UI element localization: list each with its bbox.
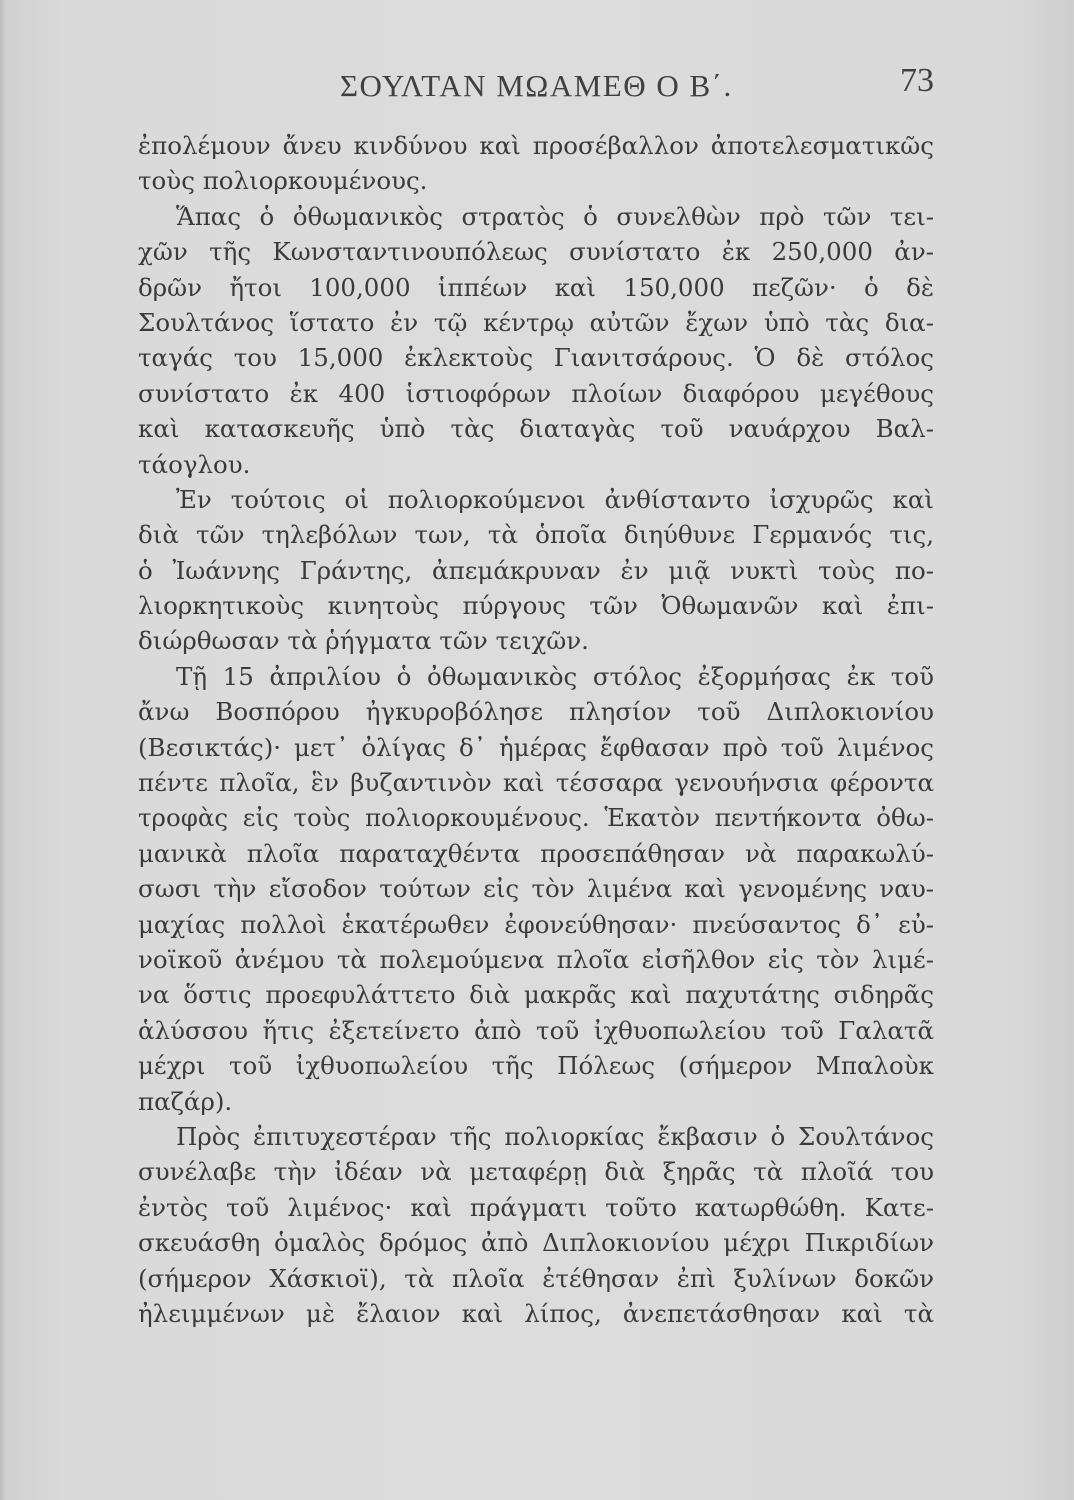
page-header: [138, 62, 934, 112]
text-line: νοϊκοῦ ἀνέμου τὰ πολεμούμενα πλοῖα εἰσῆλθον εἰς τὸν λιμέ-: [138, 944, 934, 974]
text-line: τροφὰς εἰς τοὺς πολιορκουμένους. Ἑκατὸν πεντήκοντα ὀθω-: [138, 803, 934, 833]
text-line: καὶ κατασκευῆς ὑπὸ τὰς διαταγὰς τοῦ ναυάρχου Βαλ-: [138, 414, 934, 444]
text-line: Πρὸς ἐπιτυχεστέραν τῆς πολιορκίας ἔκβασιν ὁ Σουλτάνος: [176, 1121, 934, 1151]
text-line: μέχρι τοῦ ἰχθυοπωλείου τῆς Πόλεως (σήμερον Μπαλοὺκ: [138, 1051, 934, 1081]
text-line: ἐντὸς τοῦ λιμένος· καὶ πράγματι τοῦτο κατωρθώθη. Κατε-: [138, 1192, 934, 1222]
text-line: δρῶν ἤτοι 100,000 ἱππέων καὶ 150,000 πεζῶν· ὁ δὲ: [138, 272, 934, 302]
text-line: ἄνω Βοσπόρου ἠγκυροβόλησε πλησίον τοῦ Διπλοκιονίου: [138, 697, 934, 727]
text-line: σκευάσθη ὁμαλὸς δρόμος ἀπὸ Διπλοκιονίου μέχρι Πικριδίων: [138, 1228, 934, 1258]
running-title: ΣΟΥΛΤΑΝ ΜΩΑΜΕΘ Ο Β΄.: [340, 68, 733, 103]
text-line: τάογλου.: [138, 449, 251, 479]
text-line: να ὅστις προεφυλάττετο διὰ μακρᾶς καὶ παχυτάτης σιδηρᾶς: [138, 980, 934, 1010]
text-line: ἠλειμμένων μὲ ἔλαιον καὶ λίπος, ἀνεπετάσθησαν καὶ τὰ: [138, 1298, 934, 1328]
text-line: διώρθωσαν τὰ ῥήγματα τῶν τειχῶν.: [138, 626, 589, 656]
text-line: λιορκητικοὺς κινητοὺς πύργους τῶν Ὀθωμανῶν καὶ ἐπι-: [138, 591, 934, 621]
text-line: Τῇ 15 ἀπριλίου ὁ ὀθωμανικὸς στόλος ἐξορμήσας ἐκ τοῦ: [176, 661, 934, 691]
text-line: παζάρ).: [138, 1086, 233, 1116]
text-line: ταγάς του 15,000 ἐκλεκτοὺς Γιανιτσάρους. Ὁ δὲ στόλος: [138, 343, 934, 373]
text-line: ἁλύσσου ἥτις ἐξετείνετο ἀπὸ τοῦ ἰχθυοπωλείου τοῦ Γαλατᾶ: [138, 1015, 934, 1045]
text-line: Σουλτάνος ἵστατο ἐν τῷ κέντρῳ αὐτῶν ἔχων ὑπὸ τὰς δια-: [138, 307, 934, 337]
text-line: διὰ τῶν τηλεβόλων των, τὰ ὁποῖα διηύθυνε Γερμανός τις,: [138, 520, 934, 550]
text-line: ὁ Ἰωάννης Γράντης, ἀπεμάκρυναν ἐν μιᾷ νυκτὶ τοὺς πο-: [138, 555, 934, 585]
body-text: [138, 128, 934, 1331]
text-line: μανικὰ πλοῖα παραταχθέντα προσεπάθησαν νὰ παρακωλύ-: [138, 838, 934, 868]
text-line: συνίστατο ἐκ 400 ἱστιοφόρων πλοίων διαφόρου μεγέθους: [138, 378, 934, 408]
text-line: ἐπολέμουν ἄνευ κινδύνου καὶ προσέβαλλον ἀποτελεσματικῶς: [138, 131, 934, 160]
text-line: πέντε πλοῖα, ἓν βυζαντινὸν καὶ τέσσαρα γενουήνσια φέροντα: [138, 768, 934, 798]
text-line: (σήμερον Χάσκιοϊ), τὰ πλοῖα ἐτέθησαν ἐπὶ ξυλίνων δοκῶν: [138, 1263, 934, 1293]
text-line: (Βεσικτάς)· μετ᾽ ὀλίγας δ᾽ ἡμέρας ἔφθασαν πρὸ τοῦ λιμένος: [138, 732, 934, 762]
text-line: Ἐν τούτοις οἱ πολιορκούμενοι ἀνθίσταντο ἰσχυρῶς καὶ: [176, 484, 934, 514]
text-line: σωσι τὴν εἴσοδον τούτων εἰς τὸν λιμένα καὶ γενομένης ναυ-: [138, 874, 934, 904]
page-edge-shadow: [0, 0, 6, 1500]
text-line: χῶν τῆς Κωνσταντινουπόλεως συνίστατο ἐκ 250,000 ἀν-: [138, 237, 934, 267]
text-line: Ἅπας ὁ ὀθωμανικὸς στρατὸς ὁ συνελθὼν πρὸ τῶν τει-: [176, 201, 934, 231]
text-line: συνέλαβε τὴν ἰδέαν νὰ μεταφέρῃ διὰ ξηρᾶς τὰ πλοῖά του: [138, 1157, 934, 1187]
page-number: 73: [900, 62, 934, 99]
text-line: μαχίας πολλοὶ ἑκατέρωθεν ἐφονεύθησαν· πνεύσαντος δ᾽ εὐ-: [138, 909, 934, 939]
text-line: τοὺς πολιορκουμένους.: [138, 166, 428, 196]
